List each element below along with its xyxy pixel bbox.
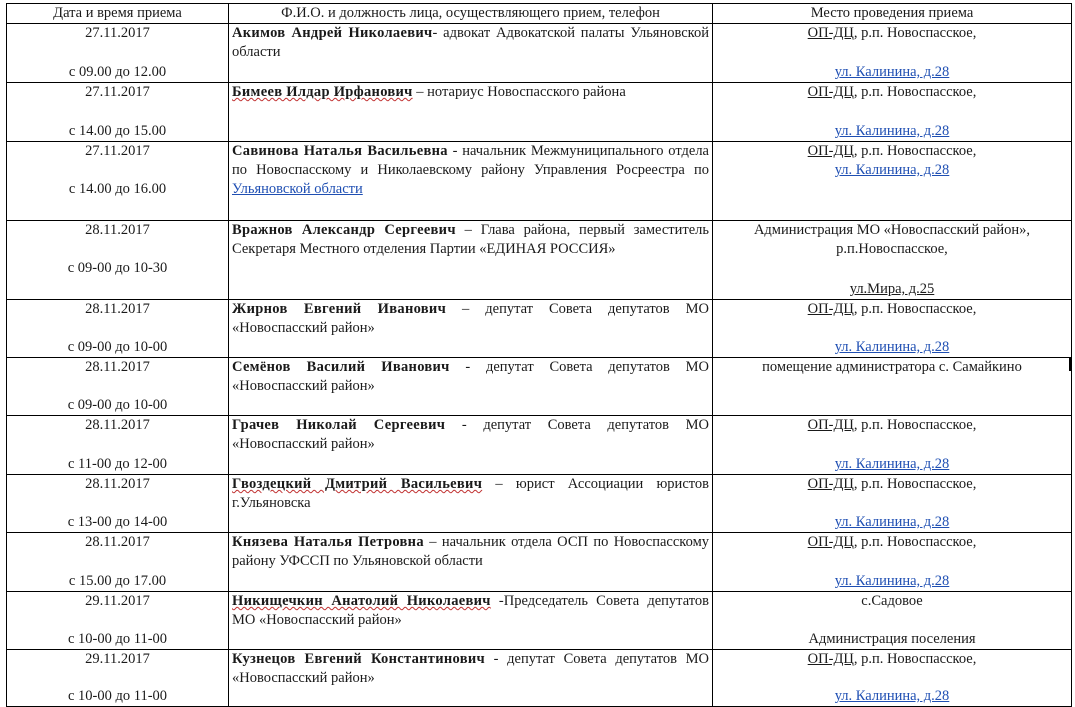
- place-village: с.Садовое: [861, 593, 923, 609]
- person-position: – нотариус Новоспасского района: [412, 84, 626, 100]
- place-cell: [713, 83, 1072, 142]
- place-address-link[interactable]: ул. Калинина, д.28: [834, 64, 950, 80]
- reception-time: с 10-00 до 11-00: [67, 688, 168, 704]
- date-time-cell: [7, 358, 229, 416]
- date-time-cell: [7, 533, 229, 592]
- place-cell: [713, 475, 1072, 533]
- reception-date: 28.11.2017: [85, 222, 150, 238]
- place-cell: [713, 533, 1072, 592]
- person-cell: [229, 142, 713, 221]
- place-org: ОП-ДЦ: [807, 476, 854, 492]
- place-town: , р.п. Новоспасское,: [853, 84, 977, 100]
- place-org: Администрация МО «Новоспасский район»,: [753, 222, 1031, 238]
- person-position: - депутат Совета депутатов МО «Новоспасский район»: [232, 359, 709, 394]
- place-address: ул.Мира, д.25: [849, 281, 935, 297]
- person-cell: [229, 533, 713, 592]
- place-org: ОП-ДЦ: [807, 301, 854, 317]
- header-place: Место проведения приема: [713, 4, 1072, 24]
- place-town: , р.п. Новоспасское,: [853, 301, 977, 317]
- person-cell: [229, 650, 713, 707]
- person-cell: [229, 358, 713, 416]
- table-row: [7, 142, 1072, 221]
- place-address-link[interactable]: ул. Калинина, д.28: [834, 573, 950, 589]
- place-cell: [713, 142, 1072, 221]
- place-org: ОП-ДЦ: [807, 143, 854, 159]
- table-row: [7, 650, 1072, 707]
- place-cell: [713, 416, 1072, 475]
- person-name: Бимеев Илдар Ирфанович: [232, 84, 413, 100]
- reception-time: с 09-00 до 10-00: [67, 339, 168, 355]
- reception-schedule-table: [6, 3, 1072, 707]
- place-address-link[interactable]: ул. Калинина, д.28: [834, 123, 950, 139]
- reception-date: 28.11.2017: [85, 359, 150, 375]
- place-town: р.п.Новоспасское,: [836, 241, 948, 257]
- place-cell: [713, 24, 1072, 83]
- date-time-cell: [7, 416, 229, 475]
- reception-date: 29.11.2017: [85, 651, 150, 667]
- place-org: ОП-ДЦ: [807, 84, 854, 100]
- place-town: , р.п. Новоспасское,: [853, 143, 977, 159]
- place-town: , р.п. Новоспасское,: [853, 476, 977, 492]
- reception-time: с 11-00 до 12-00: [67, 456, 168, 472]
- reception-time: с 09-00 до 10-00: [67, 397, 168, 413]
- date-time-cell: [7, 24, 229, 83]
- table-row: [7, 24, 1072, 83]
- person-position: - адвокат Адвокатской палаты Ульяновской области: [232, 25, 709, 60]
- table-row: [7, 358, 1072, 416]
- place-cell: [713, 650, 1072, 707]
- person-name: Акимов Андрей Николаевич: [232, 25, 433, 41]
- place-address-link[interactable]: ул. Калинина, д.28: [834, 688, 950, 704]
- person-position: - начальник Межмуниципального отдела по Новоспасскому и Николаевскому району Управления Росреестра по: [232, 143, 709, 178]
- place-org: помещение администратора с. Самайкино: [762, 359, 1022, 375]
- margin-marker: [1069, 357, 1072, 371]
- place-cell: [713, 300, 1072, 358]
- place-address-link[interactable]: ул. Калинина, д.28: [834, 162, 950, 178]
- date-time-cell: [7, 300, 229, 358]
- person-name: Князева Наталья Петровна: [232, 534, 424, 550]
- reception-time: с 10-00 до 11-00: [67, 631, 168, 647]
- person-position: – юрист Ассоциации юристов г.Ульяновска: [232, 476, 709, 511]
- table-row: [7, 416, 1072, 475]
- person-cell: [229, 416, 713, 475]
- person-cell: [229, 83, 713, 142]
- place-cell: [713, 592, 1072, 650]
- table-header-row: [7, 4, 1072, 24]
- person-cell: [229, 24, 713, 83]
- place-address-link[interactable]: ул. Калинина, д.28: [834, 339, 950, 355]
- place-town: , р.п. Новоспасское,: [853, 534, 977, 550]
- person-name: Никищечкин Анатолий Николаевич: [232, 593, 491, 609]
- reception-time: с 09.00 до 12.00: [68, 64, 167, 80]
- reception-date: 27.11.2017: [85, 84, 150, 100]
- date-time-cell: [7, 221, 229, 300]
- person-position: – депутат Совета депутатов МО «Новоспасский район»: [232, 301, 709, 336]
- date-time-cell: [7, 475, 229, 533]
- person-cell: [229, 592, 713, 650]
- reception-time: с 14.00 до 16.00: [68, 181, 167, 197]
- reception-date: 27.11.2017: [85, 143, 150, 159]
- person-name: Савинова Наталья Васильевна: [232, 143, 448, 159]
- place-cell: [713, 221, 1072, 300]
- place-town: , р.п. Новоспасское,: [853, 25, 977, 41]
- place-address-link[interactable]: ул. Калинина, д.28: [834, 456, 950, 472]
- place-cell: [713, 358, 1072, 416]
- person-name: Грачев Николай Сергеевич: [232, 417, 446, 433]
- place-town: , р.п. Новоспасское,: [853, 417, 977, 433]
- reception-date: 29.11.2017: [85, 593, 150, 609]
- reception-time: с 09-00 до 10-30: [67, 260, 168, 276]
- reception-date: 28.11.2017: [85, 476, 150, 492]
- table-row: [7, 83, 1072, 142]
- table-row: [7, 533, 1072, 592]
- place-town: , р.п. Новоспасское,: [853, 651, 977, 667]
- person-name: Жирнов Евгений Иванович: [232, 301, 447, 317]
- position-region-link[interactable]: Ульяновской области: [232, 181, 363, 197]
- table-row: [7, 475, 1072, 533]
- date-time-cell: [7, 142, 229, 221]
- person-position: – начальник отдела ОСП по Новоспасскому району УФССП по Ульяновской области: [232, 534, 709, 569]
- place-address-link[interactable]: ул. Калинина, д.28: [834, 514, 950, 530]
- person-name: Вражнов Александр Сергеевич: [232, 222, 456, 238]
- person-cell: [229, 475, 713, 533]
- header-date-time: Дата и время приема: [7, 4, 229, 24]
- reception-date: 28.11.2017: [85, 417, 150, 433]
- date-time-cell: [7, 650, 229, 707]
- header-person: Ф.И.О. и должность лица, осуществляющего прием, телефон: [229, 4, 713, 24]
- reception-time: с 15.00 до 17.00: [68, 573, 167, 589]
- person-cell: [229, 300, 713, 358]
- person-name: Гвоздецкий Дмитрий Васильевич: [232, 476, 483, 492]
- table-row: [7, 221, 1072, 300]
- place-org: ОП-ДЦ: [807, 651, 854, 667]
- person-position: - депутат Совета депутатов МО «Новоспасский район»: [232, 651, 709, 686]
- place-org: ОП-ДЦ: [807, 25, 854, 41]
- reception-time: с 14.00 до 15.00: [68, 123, 167, 139]
- place-org: ОП-ДЦ: [807, 534, 854, 550]
- place-administration: Администрация поселения: [808, 631, 976, 647]
- table-row: [7, 592, 1072, 650]
- person-name: Кузнецов Евгений Константинович: [232, 651, 485, 667]
- person-position: – Глава района, первый заместитель Секретаря Местного отделения Партии «ЕДИНАЯ РОССИЯ»: [232, 222, 709, 257]
- date-time-cell: [7, 83, 229, 142]
- person-position: -Председатель Совета депутатов МО «Новоспасский район»: [232, 593, 709, 628]
- person-cell: [229, 221, 713, 300]
- reception-time: с 13-00 до 14-00: [67, 514, 168, 530]
- reception-date: 28.11.2017: [85, 301, 150, 317]
- place-org: ОП-ДЦ: [807, 417, 854, 433]
- reception-date: 28.11.2017: [85, 534, 150, 550]
- table-row: [7, 300, 1072, 358]
- reception-date: 27.11.2017: [85, 25, 150, 41]
- date-time-cell: [7, 592, 229, 650]
- person-name: Семёнов Василий Иванович: [232, 359, 450, 375]
- person-position: - депутат Совета депутатов МО «Новоспасский район»: [232, 417, 710, 452]
